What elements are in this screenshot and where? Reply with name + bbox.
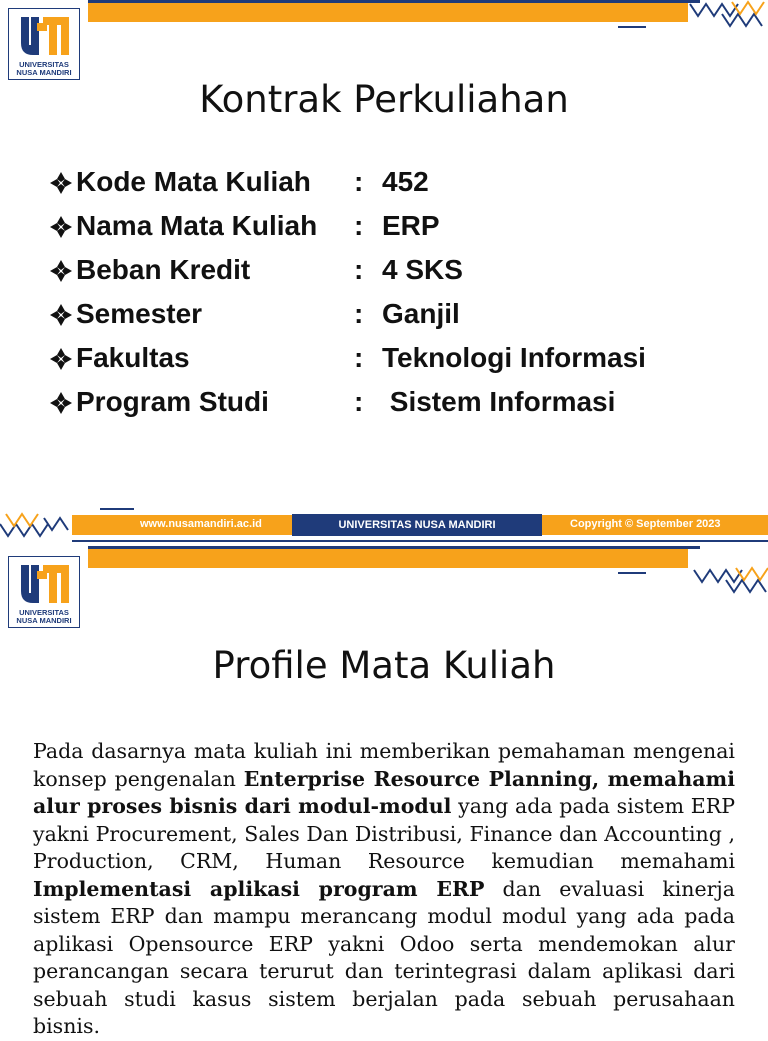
description-text: Pada dasarnya mata kuliah ini memberikan pemahaman mengenai konsep pengenalan xyxy=(33,739,735,791)
header-accent-line xyxy=(618,572,646,574)
contract-label: Nama Mata Kuliah xyxy=(76,210,318,241)
contract-colon: : xyxy=(354,166,364,197)
footer-copyright: Copyright © September 2023 xyxy=(570,518,721,530)
contract-label: Kode Mata Kuliah xyxy=(76,166,311,197)
university-logo xyxy=(8,8,80,80)
header-bar xyxy=(88,0,708,22)
header-bar-blue xyxy=(88,546,700,549)
diamond-bullet-icon xyxy=(48,170,74,196)
contract-value: 4 SKS xyxy=(382,254,463,285)
contract-row xyxy=(48,252,748,296)
contract-row xyxy=(48,208,748,252)
slide-title: Profile Mata Kuliah xyxy=(212,644,556,687)
contract-colon: : xyxy=(354,254,364,285)
university-logo xyxy=(8,556,80,628)
contract-label: Beban Kredit xyxy=(76,254,251,285)
diamond-bullet-icon xyxy=(48,214,74,240)
unm-logo-icon xyxy=(17,13,73,59)
logo-text-line2: NUSA MANDIRI xyxy=(16,68,72,77)
contract-list xyxy=(48,164,748,428)
unm-logo-icon xyxy=(17,561,73,607)
footer-accent-line xyxy=(100,508,134,510)
contract-row xyxy=(48,164,748,208)
diamond-bullet-icon xyxy=(48,302,74,328)
contract-value: ERP xyxy=(382,210,440,241)
course-description xyxy=(33,738,735,1041)
header-bar-blue xyxy=(88,0,700,3)
contract-colon: : xyxy=(354,298,364,329)
contract-value: Sistem Informasi xyxy=(382,386,616,417)
contract-colon: : xyxy=(354,386,364,417)
diamond-bullet-icon xyxy=(48,258,74,284)
contract-row xyxy=(48,340,748,384)
slide-title: Kontrak Perkuliahan xyxy=(199,78,569,121)
description-emphasis: Implementasi aplikasi program ERP xyxy=(33,876,485,901)
header-bar-orange xyxy=(88,548,688,568)
contract-value: Ganjil xyxy=(382,298,460,329)
contract-row xyxy=(48,384,748,428)
diamond-bullet-icon xyxy=(48,346,74,372)
description-emphasis: Enterprise Resource Planning, memahami alur proses bisnis dari modul-modul xyxy=(33,766,735,818)
slide-profile-mata-kuliah xyxy=(0,546,768,1038)
contract-value: Teknologi Informasi xyxy=(382,342,646,373)
contract-colon: : xyxy=(354,210,364,241)
contract-label: Semester xyxy=(76,298,203,329)
header-decoration-icon xyxy=(688,546,768,598)
footer-underline xyxy=(72,540,768,542)
footer-website-link[interactable]: www.nusamandiri.ac.id xyxy=(140,518,262,530)
description-text: dan evaluasi kinerja sistem ERP dan mampu merancang modul modul yang ada pada aplikasi Opensource ERP yakni Odoo serta mendemokan alur perancangan secara terurut dan terintegrasi dalam aplikasi dari sebuah studi kasus sistem berjalan pada sebuah perusahaan bisnis. xyxy=(33,876,736,1038)
slide-footer xyxy=(0,508,768,546)
description-text: yang ada pada sistem ERP yakni Procurement, Sales Dan Distribusi, Finance dan Accounting , Production, CRM, Human Resource kemudian memahami xyxy=(33,794,735,873)
header-decoration-icon xyxy=(688,0,768,30)
contract-colon: : xyxy=(354,342,364,373)
header-accent-line xyxy=(618,26,646,28)
contract-label: Fakultas xyxy=(76,342,190,373)
contract-label: Program Studi xyxy=(76,386,269,417)
contract-row xyxy=(48,296,748,340)
contract-value: 452 xyxy=(382,166,429,197)
logo-text-line2: NUSA MANDIRI xyxy=(16,616,72,625)
footer-university-name: UNIVERSITAS NUSA MANDIRI xyxy=(292,514,542,536)
footer-decoration-icon xyxy=(0,508,80,546)
header-bar-orange xyxy=(88,2,688,22)
logo-text-line1: UNIVERSITAS xyxy=(19,608,69,617)
logo-text-line1: UNIVERSITAS xyxy=(19,60,69,69)
header-bar xyxy=(88,546,708,568)
diamond-bullet-icon xyxy=(48,390,74,416)
